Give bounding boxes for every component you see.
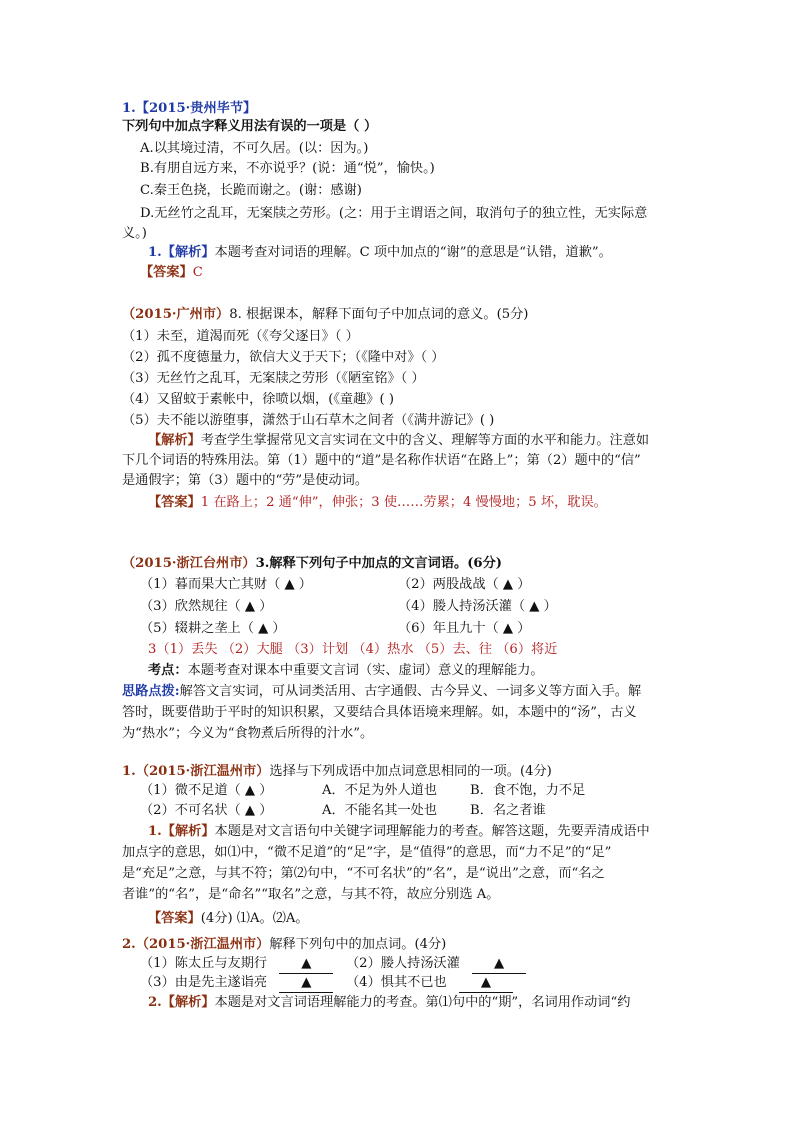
s1-analysis-number: 1.	[148, 245, 162, 260]
s5-heading-text: 解释下列句中的加点词。(4分)	[269, 937, 447, 952]
s4-analysis-number: 1.	[148, 824, 162, 839]
s1-option-b: B.有朋自远方来，不亦说乎？(说：通“悦”，愉快。)	[140, 161, 435, 176]
s1-heading-source: 【2015·贵州毕节】	[135, 101, 257, 116]
s2-analysis-line-2: 下几个词语的特殊用法。第（1）题中的“道”是名称作状语“在路上”；第（2）题中的“信”	[122, 453, 641, 468]
s5-blank-1: ▲	[279, 955, 333, 974]
s3-item-1: （1）暮而果大亡其财（ ▲ ）	[140, 577, 312, 592]
s3-kaodian-text: 本题考查对课本中重要文言词（实、虚词）意义的理解能力。	[187, 663, 544, 678]
s5-item-2: （2）媵人持汤沃灌	[346, 956, 460, 971]
s3-heading-text: 3.解释下列句子中加点的文言词语。(6分)	[255, 556, 503, 571]
s5-row-2-col-1	[140, 974, 333, 993]
s5-item-1: （1）陈太丘与友期行	[140, 956, 268, 971]
s5-analysis-tag: 【解析】	[161, 995, 215, 1010]
s4-analysis-line-3: 是“充足”之意，与其不符；第⑵句中，“不可名状”的“名”，是“说出”之意，而“名之	[122, 866, 605, 881]
s2-item-3: （3）无丝竹之乱耳，无案牍之劳形（《陋室铭》（ ）	[122, 371, 425, 386]
s4-row-1-option-a: A．不足为外人道也	[322, 783, 438, 798]
s2-heading-source: （2015·广州市）	[122, 307, 230, 322]
s3-silu-tag: 思路点拨:	[122, 684, 180, 699]
s3-silu-line-2: 答时，既要借助于平时的知识积累，又要结合具体语境来理解。如，本题中的“汤”，古义	[122, 705, 637, 720]
s3-item-6: （6）年且九十（ ▲ ）	[398, 621, 531, 636]
s4-answer-tag: 【答案】	[148, 911, 201, 926]
s3-item-5: （5）辍耕之垄上（ ▲ ）	[140, 621, 286, 636]
s3-kaodian-tag: 考点：	[148, 663, 188, 678]
s5-blank-4: ▲	[459, 974, 513, 993]
s2-item-4: （4）又留蚊于素帐中，徐喷以烟，(《童趣》( )	[122, 392, 394, 407]
s4-analysis-tag: 【解析】	[161, 824, 215, 839]
s5-item-3: （3）由是先主遂诣亮	[140, 975, 268, 990]
s2-answer	[148, 494, 607, 512]
s5-analysis	[148, 994, 630, 1012]
s5-analysis-number: 2.	[148, 995, 162, 1010]
s5-heading-number: 2.	[122, 937, 136, 952]
s4-row-1-option-b: B．食不饱，力不足	[470, 783, 586, 798]
s4-analysis-line-2: 加点字的意思，如⑴中，“微不足道”的“足”字，是“值得”的意思，而“力不足”的“足”	[122, 845, 612, 860]
s1-analysis-text: 本题考查对词语的理解。C 项中加点的“谢”的意思是“认错，道歉”。	[214, 245, 612, 260]
s2-item-2: （2）孤不度德量力，欲信大义于天下；（《隆中对》（ ）	[122, 350, 445, 365]
s3-silu-text-1: 解答文言实词，可从词类活用、古字通假、古今异义、一词多义等方面入手。解	[179, 684, 642, 699]
s2-item-5: （5）夫不能以游堕事，潇然于山石草木之间者（《满井游记》( )	[122, 413, 495, 428]
s4-heading-source: （2015·浙江温州市）	[135, 764, 270, 779]
s5-row-2-col-2	[346, 974, 513, 993]
s2-answer-text: 1 在路上；2 通“伸”，伸张；3 使……劳累；4 慢慢地；5 坏，耽误。	[200, 495, 607, 510]
s4-analysis-line-1	[148, 823, 650, 841]
s1-analysis	[148, 244, 612, 262]
s2-answer-tag: 【答案】	[148, 495, 201, 510]
s1-option-d: D.无丝竹之乱耳，无案牍之劳形。(之：用于主谓语之间，取消句子的独立性，无实际意	[140, 206, 648, 221]
s3-heading-source: （2015·浙江台州市）	[122, 556, 256, 571]
s5-analysis-text: 本题是对文言词语理解能力的考查。第⑴句中的“期”，名词用作动词“约	[214, 995, 631, 1010]
s5-blank-2: ▲	[472, 955, 526, 974]
s4-heading-text: 选择与下列成语中加点词意思相同的一项。(4分)	[269, 764, 552, 779]
s2-heading-text: 8. 根据课本，解释下面句子中加点词的意义。(5分)	[229, 307, 529, 322]
s5-heading-source: （2015·浙江温州市）	[135, 937, 270, 952]
s1-analysis-tag: 【解析】	[161, 245, 215, 260]
s3-heading	[122, 555, 502, 573]
s3-item-2: （2）两股战战（ ▲ ）	[398, 577, 531, 592]
s2-item-1: （1）未至，道渴而死（《夸父逐日》（ ）	[122, 329, 359, 344]
s1-question: 下列句中加点字释义用法有误的一项是（ ）	[122, 119, 378, 134]
s2-analysis-line-1	[148, 432, 649, 450]
s4-row-1-item: （1）微不足道（ ▲ ）	[140, 783, 273, 798]
s3-silu-line-3: 为“热水”；今义为“食物煮后所得的汁水”。	[122, 726, 374, 741]
s5-row-1-col-2	[346, 955, 526, 974]
s3-item-3: （3）欣然规往（ ▲ ）	[140, 599, 273, 614]
s5-row-1-col-1	[140, 955, 333, 974]
s2-heading	[122, 306, 528, 324]
s4-row-2-option-a: A．不能名其一处也	[322, 803, 438, 818]
s5-item-4: （4）惧其不已也	[346, 975, 447, 990]
s5-blank-3: ▲	[279, 974, 333, 993]
s1-heading	[122, 100, 256, 118]
s3-silu-line-1	[122, 683, 641, 701]
s4-analysis-text-1: 本题是对文言语句中关键字词理解能力的考查。解答这题，先要弄清成语中	[214, 824, 650, 839]
s1-option-c: C.秦王色挠，长跪而谢之。(谢：感谢)	[140, 183, 362, 198]
s1-answer-tag: 【答案】	[140, 265, 193, 280]
s1-option-d-cont: 义。)	[122, 226, 147, 241]
s3-item-4: （4）媵人持汤沃灌（ ▲ ）	[398, 599, 557, 614]
s3-kaodian	[148, 662, 544, 680]
s4-analysis-line-4: 者谁”的“名”，是“命名”“取名”之意，与其不符，故应分别选 A。	[122, 887, 500, 902]
s1-heading-number: 1.	[122, 101, 136, 116]
s4-heading	[122, 763, 552, 781]
s1-option-a: A.以其境过清，不可久居。(以：因为。)	[140, 141, 369, 156]
s4-row-2-option-b: B．名之者谁	[470, 803, 546, 818]
s4-row-2-item: （2）不可名状（ ▲ ）	[140, 803, 273, 818]
s2-analysis-line-3: 是通假字；第（3）题中的“劳”是使动词。	[122, 473, 369, 488]
s4-heading-number: 1.	[122, 764, 136, 779]
s2-analysis-text-1: 考查学生掌握常见文言实词在文中的含义、理解等方面的水平和能力。注意如	[200, 433, 650, 448]
s5-heading	[122, 936, 446, 954]
s3-answers: 3（1）丢失 （2）大腿 （3）计划 （4）热水 （5）去、往 （6）将近	[148, 642, 558, 657]
s4-answer	[148, 910, 309, 928]
s1-answer	[140, 264, 203, 282]
s4-answer-text: (4分) ⑴A。⑵A。	[200, 911, 309, 926]
s1-answer-text: C	[192, 265, 203, 280]
s2-analysis-tag: 【解析】	[148, 433, 201, 448]
